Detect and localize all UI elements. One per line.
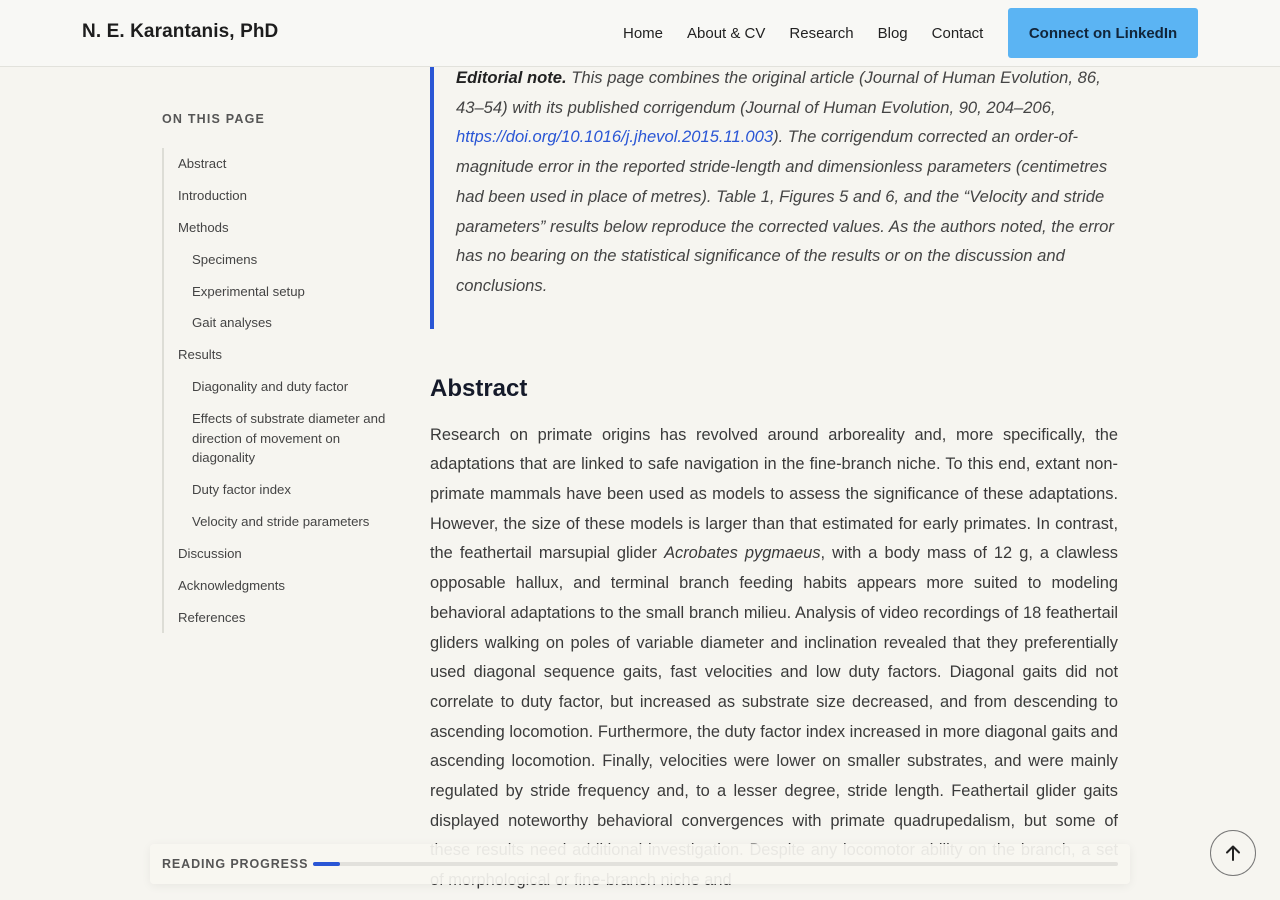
reading-progress-fill	[313, 862, 340, 866]
abstract-body-2: , with a body mass of 12 g, a clawless opposable hallux, and terminal branch feeding habits appears more suited to modeling behavioral adaptations to the small branch milieu. Analysis of video recordings of 18 feathertail gliders walking on poles of variable diameter and inclination revealed that they preferentially used diagonal sequence gaits, fast velocities and low duty factors. Diagonal gaits did not correlate to duty factor, but increased as substrate size decreased, and from descending to ascending locomotion. Furthermore, the duty factor index increased in more diagonal gaits and ascending locomotion. Finally, velocities were lower on smaller substrates, and were mainly regulated by stride frequency and, to a lesser degree, stride length. Feathertail glider gaits displayed noteworthy behavioral convergences with primate quadrupedalism, but some of	[430, 544, 1118, 830]
toc-item-methods[interactable]: Methods	[178, 219, 229, 235]
article-content	[430, 67, 1118, 896]
abstract-text	[430, 421, 1118, 896]
editorial-note-body-1: This page combines the original article (Journal of Human Evolution, 86, 43–54) with its published corrigendum (Journal of Human Evolution, 90, 204–206,	[456, 68, 1101, 117]
editorial-note-text	[456, 63, 1118, 301]
abstract-heading: Abstract	[430, 374, 528, 402]
back-to-top-button[interactable]	[1210, 830, 1256, 876]
toc-item-references[interactable]: References	[178, 609, 246, 625]
site-brand[interactable]: N. E. Karantanis, PhD	[82, 21, 279, 42]
nav-about-cv[interactable]: About & CV	[687, 25, 766, 42]
nav-home[interactable]: Home	[623, 25, 664, 42]
linkedin-button[interactable]: Connect on LinkedIn	[1008, 8, 1198, 58]
toc-item-velocity-and-stride-parameters[interactable]: Velocity and stride parameters	[192, 513, 370, 529]
nav-blog[interactable]: Blog	[877, 25, 908, 42]
editorial-note	[430, 63, 1118, 329]
main-nav	[611, 0, 995, 67]
nav-contact[interactable]: Contact	[931, 25, 984, 42]
editorial-note-label: Editorial note.	[456, 68, 567, 87]
toc-list	[162, 148, 392, 633]
nav-research[interactable]: Research	[789, 25, 854, 42]
toc-item-discussion[interactable]: Discussion	[178, 545, 242, 561]
toc-item-introduction[interactable]: Introduction	[178, 187, 247, 203]
toc-title: ON THIS PAGE	[162, 112, 266, 126]
site-header	[0, 0, 1280, 67]
toc-item-experimental-setup[interactable]: Experimental setup	[192, 283, 305, 299]
toc-item-abstract[interactable]: Abstract	[178, 156, 227, 171]
editorial-note-body-2: ). The corrigendum corrected an order-of-magnitude error in the reported stride-length and dimensionless parameters (centimetres had been used in place of metres). Table 1, Figures 5 and 6, and the “Velocity and stride parameters” results below reproduce the corrected values. As the authors noted, the error has no bearing on the statistical significance of the results or on the discussion and conclusions.	[456, 127, 1114, 295]
toc-item-gait-analyses[interactable]: Gait analyses	[192, 315, 272, 331]
table-of-contents	[162, 112, 392, 633]
reading-progress-bar	[150, 844, 1130, 884]
toc-item-results[interactable]: Results	[178, 347, 222, 363]
corrigendum-doi-link[interactable]: https://doi.org/10.1016/j.jhevol.2015.11.003	[456, 127, 774, 147]
toc-item-diagonality-and-duty-factor[interactable]: Diagonality and duty factor	[192, 379, 349, 395]
toc-item-duty-factor-index[interactable]: Duty factor index	[192, 482, 291, 498]
toc-item-effects-of-substrate-diameter-and-direction-of-movement-on-diagonality[interactable]: Effects of substrate diameter and direction of movement on diagonality	[192, 411, 386, 466]
abstract-body-1: Research on primate origins has revolved around arboreality and, more specifically, the adaptations that are linked to safe navigation in the fine-branch niche. To this end, extant non-primate mammals have been used as models to assess the significance of these adaptations. However, the size of these models is larger than that estimated for early primates. In contrast, the feathertail marsupial glider	[430, 425, 1118, 563]
reading-progress-label: READING PROGRESS	[162, 857, 309, 871]
reading-progress-track	[313, 862, 1118, 866]
arrow-up-icon	[1223, 843, 1243, 863]
toc-item-acknowledgments[interactable]: Acknowledgments	[178, 577, 286, 593]
species-name: Acrobates pygmaeus	[664, 544, 821, 563]
toc-item-specimens[interactable]: Specimens	[192, 251, 258, 267]
